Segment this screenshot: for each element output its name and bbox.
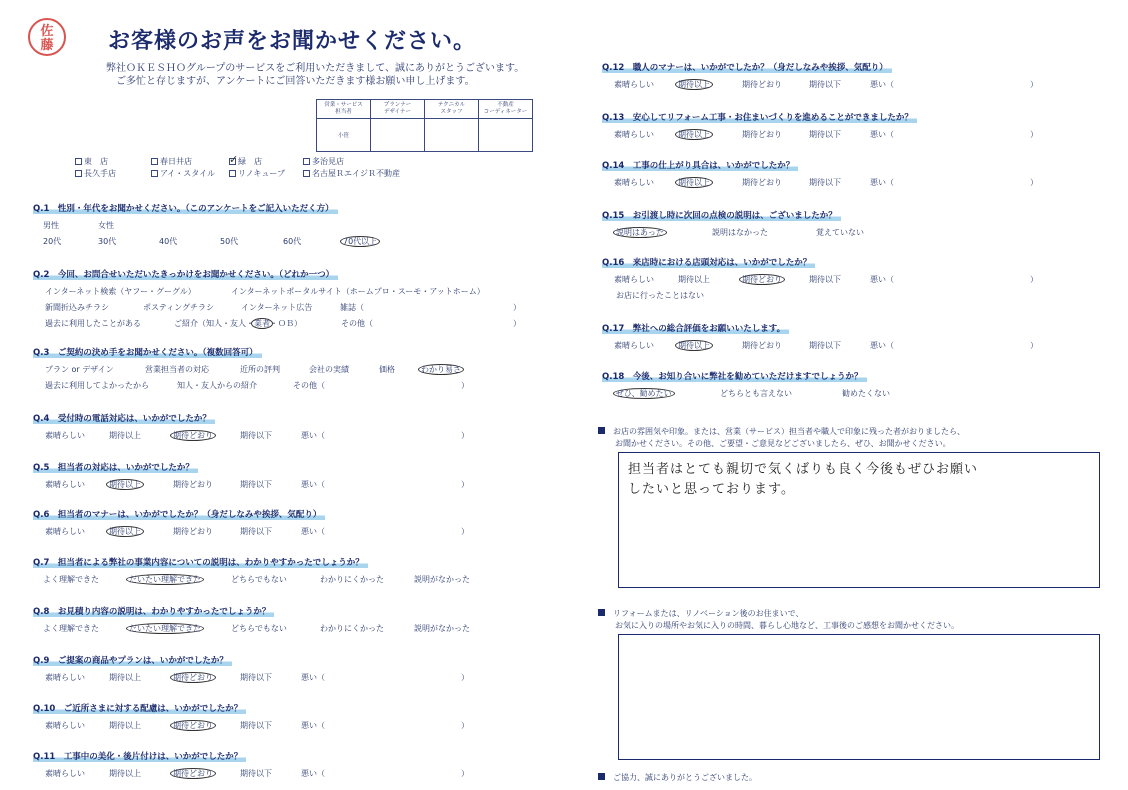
impression-comment-line-2: したいと思っております。 [628, 482, 795, 497]
option-row [33, 219, 338, 233]
answer-option[interactable]: 期待どおり [173, 480, 213, 489]
answer-option[interactable]: 悪い（ [870, 178, 894, 187]
answer-option[interactable]: よく理解できた [43, 575, 99, 584]
checkbox[interactable] [75, 170, 82, 177]
answer-option[interactable] [678, 177, 710, 188]
answer-option[interactable]: 素晴らしい [45, 527, 85, 536]
question-title: Q.9 ご提案の商品やプランは、いかがでしたか？ [33, 654, 232, 666]
question-12 [602, 55, 1038, 92]
selected-answer-circle: だいたい理解できた [126, 623, 204, 634]
selected-answer-circle: 70代以上 [340, 236, 380, 247]
intro-line-2: ご多忙と存じますが、アンケートにご回答いただきます様お願い申し上げます。 [116, 76, 475, 87]
answer-option[interactable] [678, 340, 710, 351]
answer-option[interactable]: 勧めたくない [842, 389, 890, 398]
reform-line-2: お気に入りの場所やお気に入りの時間、暮らし心地など、工事後のご感想をお聞かせください。 [615, 621, 959, 630]
question-title: Q.8 お見積り内容の説明は、わかりやすかったでしょうか？ [33, 605, 274, 617]
option-row [602, 387, 890, 401]
answer-option[interactable] [678, 79, 710, 90]
closing-paren: ） [1030, 80, 1038, 89]
option-row [33, 478, 469, 492]
page-title: お客様のお声をお聞かせください。 [108, 29, 477, 54]
question-5 [33, 455, 469, 492]
question-13 [602, 105, 1038, 142]
option-row [33, 767, 469, 781]
answer-option[interactable]: ポスティングチラシ [143, 303, 215, 312]
answer-option[interactable]: 悪い（ [870, 130, 894, 139]
question-title: Q.2 今回、お問合せいただいたきっかけをお聞かせください。（どれか一つ） [33, 268, 338, 280]
answer-option[interactable]: 期待以上 [109, 431, 141, 440]
answer-option[interactable]: 悪い（ [301, 527, 325, 536]
answer-option[interactable]: 男性 [43, 221, 59, 230]
answer-option[interactable]: 40代 [159, 237, 178, 246]
question-15 [602, 203, 864, 240]
option-row [33, 573, 470, 587]
selected-answer-circle: 期待どおり [170, 672, 216, 683]
reform-comment-box[interactable] [618, 634, 1100, 760]
impression-section-header [598, 426, 965, 450]
question-title: Q.5 担当者の対応は、いかがでしたか？ [33, 461, 198, 473]
store-option[interactable]: 東 店 [75, 156, 151, 168]
option-row [602, 128, 1038, 142]
selected-answer-circle: 期待以上 [106, 479, 144, 490]
answer-option[interactable]: 悪い（ [870, 80, 894, 89]
answer-option[interactable]: 悪い（ [301, 721, 325, 730]
option-row [602, 339, 1038, 353]
staff-value-sales[interactable]: 小笹 [317, 119, 371, 152]
store-option[interactable]: 春日井店 [151, 156, 229, 168]
question-4 [33, 406, 469, 443]
answer-option[interactable]: インターネットポータルサイト（ホームプロ・スーモ・アットホーム） [231, 287, 485, 296]
option-row [33, 379, 469, 393]
answer-option[interactable] [109, 526, 141, 537]
answer-option[interactable] [129, 574, 201, 585]
reform-line-1: リフォームまたは、リノベーション後のお住まいで、 [613, 609, 804, 618]
answer-option[interactable]: 悪い（ [870, 341, 894, 350]
answer-option[interactable]: 素晴らしい [45, 480, 85, 489]
answer-option[interactable]: 女性 [98, 221, 114, 230]
question-title: Q.15 お引渡し時に次回の点検の説明は、ございましたか？ [602, 209, 841, 221]
closing-paren: ） [461, 527, 469, 536]
answer-option[interactable]: 素晴らしい [614, 341, 654, 350]
impression-line-2: お聞かせください。その他、ご要望・ご意見などございましたら、ぜひ、お聞かせください。 [615, 439, 951, 448]
staff-table [316, 99, 533, 152]
option-row [33, 363, 461, 377]
answer-option[interactable]: 期待以下 [809, 178, 841, 187]
store-checkboxes [75, 153, 400, 180]
checkbox[interactable] [75, 158, 82, 165]
closing-paren: ） [1030, 341, 1038, 350]
answer-option[interactable]: どちらとも言えない [720, 389, 792, 398]
answer-option[interactable]: 期待どおり [173, 527, 213, 536]
closing-paren: ） [461, 673, 469, 682]
question-1 [33, 196, 378, 249]
answer-option[interactable] [173, 768, 213, 779]
question-10 [33, 696, 469, 733]
answer-option[interactable]: 悪い（ [301, 673, 325, 682]
question-11 [33, 744, 469, 781]
answer-option[interactable] [678, 129, 710, 140]
option-row [33, 301, 521, 315]
answer-option[interactable]: お店に行ったことはない [616, 291, 704, 300]
closing-paren: ） [461, 381, 469, 390]
answer-option[interactable]: どちらでもない [231, 575, 287, 584]
square-bullet-icon [598, 427, 605, 434]
checkbox[interactable] [229, 170, 236, 177]
staff-header-planner: プランナー デザイナー [371, 100, 425, 119]
answer-option[interactable]: プラン or デザイン [45, 365, 114, 374]
answer-option[interactable]: 期待以上 [678, 275, 710, 284]
closing-paren: ） [461, 721, 469, 730]
reform-section-header [598, 608, 959, 632]
question-title: Q.17 弊社への総合評価をお願いいたします。 [602, 322, 789, 334]
question-title: Q.10 ご近所さまに対する配慮は、いかがでしたか？ [33, 702, 246, 714]
selected-answer-circle: 期待どおり [170, 720, 216, 731]
answer-option[interactable]: 30代 [98, 237, 117, 246]
closing-paren: ） [1030, 130, 1038, 139]
question-18 [602, 364, 890, 401]
answer-option[interactable]: 50代 [220, 237, 239, 246]
selected-answer-circle: 業者 [251, 318, 273, 329]
answer-option[interactable] [742, 274, 782, 285]
answer-option[interactable]: 説明はなかった [712, 228, 768, 237]
staff-value-planner[interactable] [371, 119, 425, 152]
answer-option[interactable]: 覚えていない [816, 228, 864, 237]
question-title: Q.7 担当者による弊社の事業内容についての説明は、わかりやすかったでしょうか？ [33, 556, 368, 568]
answer-option[interactable]: わかりにくかった [320, 575, 384, 584]
intro-line-1: 弊社ＯＫＥＳＨＯグループのサービスをご利用いただきまして、誠にありがとうございます。 [106, 63, 525, 74]
checkbox-checked[interactable]: ✓ [229, 153, 239, 166]
option-row [33, 317, 521, 331]
answer-option[interactable]: 期待以下 [809, 130, 841, 139]
question-title: Q.1 性別・年代をお聞かせください。（このアンケートをご記入いただく方） [33, 202, 338, 214]
store-option[interactable]: リノキューブ [229, 168, 303, 180]
question-title: Q.14 工事の仕上がり具合は、いかがでしたか？ [602, 159, 798, 171]
staff-value-realestate[interactable] [479, 119, 533, 152]
checkbox[interactable] [151, 158, 158, 165]
option-row [33, 429, 469, 443]
store-option[interactable]: 多治見店 [303, 156, 344, 168]
option-row [602, 176, 1038, 190]
answer-option[interactable]: 期待以下 [240, 431, 272, 440]
question-6 [33, 502, 469, 539]
selected-answer-circle: ぜひ、勧めたい [613, 388, 675, 399]
answer-option[interactable]: 期待どおり [742, 130, 782, 139]
closing-paren: ） [461, 431, 469, 440]
question-title: Q.18 今後、お知り合いに弊社を勧めていただけますでしょうか？ [602, 370, 867, 382]
answer-option[interactable]: 素晴らしい [45, 721, 85, 730]
answer-option[interactable]: 素晴らしい [45, 431, 85, 440]
answer-option[interactable] [129, 623, 201, 634]
footer [598, 772, 757, 784]
answer-option[interactable]: その他（ [293, 381, 325, 390]
answer-option[interactable]: 過去に利用してよかったから [45, 381, 149, 390]
closing-paren: ） [461, 480, 469, 489]
answer-option[interactable]: 営業担当者の対応 [145, 365, 209, 374]
answer-option[interactable] [421, 364, 461, 375]
closing-paren: ） [1030, 178, 1038, 187]
answer-option[interactable]: 60代 [283, 237, 302, 246]
question-title: Q.4 受付時の電話対応は、いかがでしたか？ [33, 412, 215, 424]
closing-paren: ） [513, 319, 521, 328]
question-title: Q.13 安心してリフォーム工事・お住まいづくりを進めることができましたか？ [602, 111, 917, 123]
answer-option[interactable]: わかりにくかった [320, 624, 384, 633]
answer-option[interactable]: 会社の実績 [309, 365, 349, 374]
staff-value-technical[interactable] [425, 119, 479, 152]
answer-option[interactable]: 近所の評判 [240, 365, 280, 374]
answer-option[interactable]: 素晴らしい [614, 178, 654, 187]
answer-option[interactable] [616, 388, 672, 399]
answer-option[interactable]: よく理解できた [43, 624, 99, 633]
question-9 [33, 648, 469, 685]
answer-option[interactable]: 過去に利用したことがある [45, 319, 141, 328]
option-row [33, 671, 469, 685]
answer-option[interactable]: 期待以下 [809, 80, 841, 89]
staff-header-sales: 営業・サービス 担当者 [317, 100, 371, 119]
question-7 [33, 550, 470, 587]
answer-option[interactable]: 悪い（ [870, 275, 894, 284]
answer-option[interactable]: ご紹介（知人・友人・業者・ＯＢ） [174, 319, 302, 328]
answer-option[interactable]: 20代 [43, 237, 62, 246]
answer-option[interactable]: 素晴らしい [614, 80, 654, 89]
answer-option[interactable] [173, 672, 213, 683]
option-row [33, 622, 470, 636]
question-title: Q.12 職人のマナーは、いかがでしたか？（身だしなみや挨拶、気配り） [602, 61, 892, 73]
answer-option[interactable]: その他（ [341, 319, 373, 328]
answer-option[interactable]: 期待以下 [809, 275, 841, 284]
option-row [33, 525, 469, 539]
answer-option[interactable] [343, 236, 377, 247]
store-option[interactable]: アイ・スタイル [151, 168, 229, 180]
answer-option[interactable] [109, 479, 141, 490]
answer-option[interactable]: 価格 [379, 365, 395, 374]
selected-answer-circle: 期待どおり [170, 768, 216, 779]
selected-answer-circle: わかり易さ [418, 364, 464, 375]
answer-option[interactable]: 素晴らしい [45, 673, 85, 682]
answer-option[interactable]: 期待以下 [240, 769, 272, 778]
impression-comment-line-1: 担当者はとても親切で気くばりも良く今後もぜひお願い [628, 462, 979, 477]
answer-option[interactable]: 期待以上 [109, 673, 141, 682]
signature-seal: 佐 藤 [28, 18, 66, 56]
square-bullet-icon [598, 609, 605, 616]
answer-option[interactable]: 説明がなかった [414, 624, 470, 633]
option-row [33, 719, 469, 733]
intro-text [106, 62, 524, 88]
checkbox[interactable] [303, 170, 310, 177]
selected-answer-circle: 期待以上 [675, 79, 713, 90]
selected-answer-circle: だいたい理解できた [126, 574, 204, 585]
selected-answer-circle: 期待以上 [675, 177, 713, 188]
answer-option[interactable]: 悪い（ [301, 769, 325, 778]
selected-answer-circle: 期待以上 [675, 340, 713, 351]
answer-option[interactable] [173, 430, 213, 441]
store-option[interactable]: 長久手店 [75, 168, 151, 180]
impression-line-1: お店の雰囲気や印象。または、営業（サービス）担当者や職人で印象に残った者がおりましたら、 [613, 427, 965, 436]
answer-option[interactable] [616, 227, 664, 238]
question-2 [33, 262, 521, 331]
answer-option[interactable]: 期待以下 [240, 527, 272, 536]
question-title: Q.6 担当者のマナーは、いかがでしたか？（身だしなみや挨拶、気配り） [33, 508, 325, 520]
answer-option[interactable]: 知人・友人からの紹介 [177, 381, 257, 390]
answer-option[interactable]: 期待どおり [742, 178, 782, 187]
closing-paren: ） [1030, 275, 1038, 284]
closing-paren: ） [513, 303, 521, 312]
question-8 [33, 599, 470, 636]
answer-option[interactable] [173, 720, 213, 731]
option-row [602, 226, 864, 240]
answer-option[interactable]: 期待以上 [109, 769, 141, 778]
answer-option[interactable]: 期待どおり [742, 341, 782, 350]
footer-thanks: ご協力、誠にありがとうございました。 [613, 773, 757, 782]
answer-option[interactable]: 期待以下 [240, 480, 272, 489]
answer-option[interactable]: 説明がなかった [414, 575, 470, 584]
answer-option[interactable]: 期待以下 [809, 341, 841, 350]
store-option[interactable]: 名古屋ＲエイジＲ不動産 [303, 168, 400, 180]
question-title: Q.16 来店時における店頭対応は、いかがでしたか？ [602, 256, 815, 268]
answer-option[interactable]: 素晴らしい [614, 275, 654, 284]
answer-option[interactable]: 期待どおり [742, 80, 782, 89]
question-17 [602, 316, 1038, 353]
store-option[interactable]: ✓ 緑 店 [229, 153, 262, 166]
square-bullet-icon [598, 773, 605, 780]
answer-option[interactable]: 素晴らしい [614, 130, 654, 139]
checkbox[interactable] [151, 170, 158, 177]
answer-option[interactable]: 素晴らしい [45, 769, 85, 778]
option-row [602, 78, 1038, 92]
staff-header-realestate: 不動産 コーディネーター [479, 100, 533, 119]
checkbox[interactable] [303, 158, 310, 165]
question-title: Q.11 工事中の美化・後片付けは、いかがでしたか？ [33, 750, 246, 762]
option-row [602, 273, 1038, 287]
answer-option[interactable]: インターネット広告 [241, 303, 313, 312]
answer-option[interactable]: 悪い（ [301, 431, 325, 440]
question-3 [33, 340, 469, 393]
impression-comment [628, 460, 978, 500]
answer-option[interactable]: 期待以上 [109, 721, 141, 730]
answer-option[interactable]: どちらでもない [231, 624, 287, 633]
selected-answer-circle: 期待以上 [106, 526, 144, 537]
selected-answer-circle: 期待どおり [170, 430, 216, 441]
option-row [602, 289, 815, 303]
answer-option[interactable]: インターネット検索（ヤフー・グーグル） [45, 287, 196, 296]
selected-answer-circle: 説明はあった [613, 227, 667, 238]
answer-option[interactable]: 悪い（ [301, 480, 325, 489]
staff-header-technical: テクニカル スタッフ [425, 100, 479, 119]
question-14 [602, 153, 1038, 190]
question-16 [602, 250, 1038, 303]
question-title: Q.3 ご契約の決め手をお聞かせください。（複数回答可） [33, 346, 262, 358]
selected-answer-circle: 期待以上 [675, 129, 713, 140]
option-row [33, 235, 378, 249]
answer-option[interactable]: 新聞折込みチラシ [45, 303, 109, 312]
answer-option[interactable]: 雑誌（ [340, 303, 364, 312]
closing-paren: ） [461, 769, 469, 778]
answer-option[interactable]: 期待以下 [240, 721, 272, 730]
selected-answer-circle: 期待どおり [739, 274, 785, 285]
option-row [33, 285, 485, 299]
answer-option[interactable]: 期待以下 [240, 673, 272, 682]
